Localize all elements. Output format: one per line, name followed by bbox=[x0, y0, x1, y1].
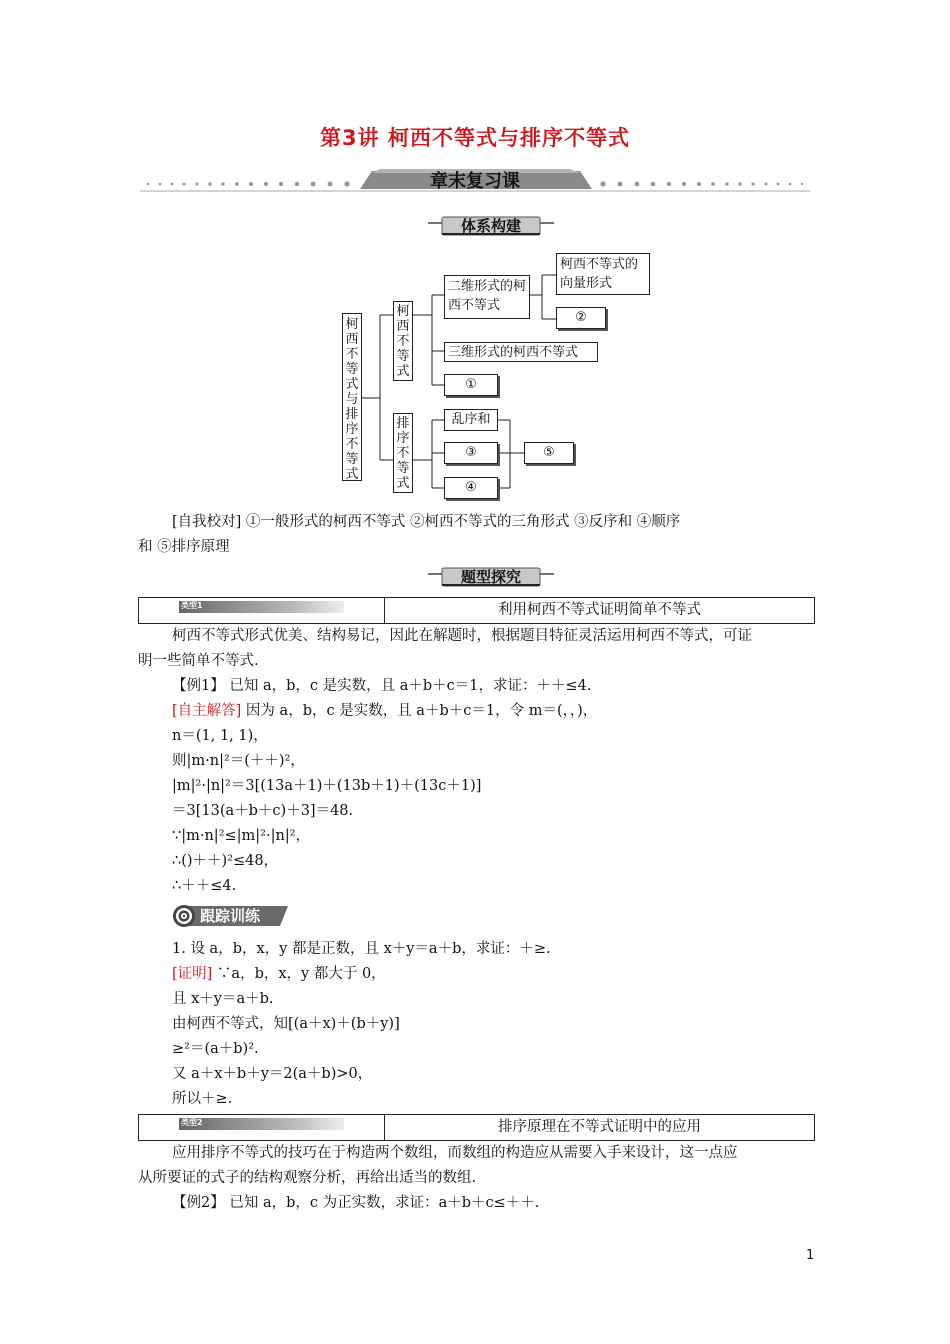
type1-tag bbox=[179, 601, 344, 613]
type1-para-1: 柯西不等式形式优美、结构易记，因此在解题时，根据题目特征灵活运用柯西不等式，可证 bbox=[172, 628, 752, 644]
exercise1-step: ≥²＝(a＋b)². bbox=[172, 1041, 259, 1057]
self-check-line-1: [自我校对] ①一般形式的柯西不等式 ②柯西不等式的三角形式 ③反序和 ④顺序 bbox=[172, 514, 681, 530]
exercise1-step: 且 x＋y＝a＋b. bbox=[172, 991, 274, 1007]
example1-step: ＝3[13(a＋b＋c)＋3]＝48. bbox=[172, 803, 354, 819]
example1-step: 则|m·n|²＝(＋＋)²， bbox=[172, 753, 305, 769]
diagram-blank-5: ⑤ bbox=[524, 442, 574, 464]
self-check-line-2: 和 ⑤排序原理 bbox=[138, 539, 230, 555]
type2-para-2: 从所要证的式子的结构观察分析，再给出适当的数组. bbox=[138, 1170, 477, 1186]
exercise1-proof-intro: [证明] ∵a，b，x，y 都大于 0， bbox=[172, 966, 386, 982]
example1-question: 【例1】 已知 a，b，c 是实数，且 a＋b＋c＝1，求证：＋＋≤4. bbox=[172, 678, 592, 694]
example1-answer-intro: [自主解答] 因为 a，b，c 是实数，且 a＋b＋c＝1，令 m＝(，，)， bbox=[172, 703, 598, 719]
knowledge-structure-diagram bbox=[330, 245, 690, 505]
diagram-node-random-sum: 乱序和 bbox=[444, 409, 498, 431]
type2-tag bbox=[179, 1118, 344, 1130]
example2-question: 【例2】 已知 a，b，c 为正实数，求证：a＋b＋c≤＋＋. bbox=[172, 1195, 540, 1211]
page-number: 1 bbox=[806, 1248, 815, 1263]
diagram-node-vector-form: 柯西不等式的向量形式 bbox=[556, 253, 650, 295]
section-heading-structure: 体系构建 bbox=[428, 215, 554, 237]
page-title: 第3讲 柯西不等式与排序不等式 bbox=[320, 126, 630, 150]
exercise1-step: 所以＋≥. bbox=[172, 1091, 233, 1107]
section-heading-types: 题型探究 bbox=[428, 566, 554, 588]
tracking-practice-badge: 跟踪训练 bbox=[172, 904, 288, 928]
diagram-blank-4: ④ bbox=[444, 477, 498, 499]
diagram-node-3d-cauchy: 三维形式的柯西不等式 bbox=[444, 342, 598, 362]
diagram-blank-3: ③ bbox=[444, 442, 498, 464]
exercise1-step: 又 a＋x＋b＋y＝2(a＋b)>0， bbox=[172, 1066, 373, 1082]
diagram-blank-2: ② bbox=[556, 307, 606, 329]
diagram-node-rearrangement: 排序不等式 bbox=[393, 413, 413, 493]
example1-step: n＝(1, 1, 1)， bbox=[172, 728, 268, 744]
example1-step: ∴＋＋≤4. bbox=[172, 878, 237, 894]
diagram-node-2d-cauchy: 二维形式的柯西不等式 bbox=[444, 275, 530, 319]
type1-header: 类型1 利用柯西不等式证明简单不等式 bbox=[138, 597, 815, 624]
type1-para-2: 明一些简单不等式. bbox=[138, 653, 259, 669]
diagram-root-node: 柯西不等式与排序不等式 bbox=[342, 313, 362, 481]
diagram-node-cauchy: 柯西不等式 bbox=[393, 301, 413, 381]
chapter-review-banner bbox=[140, 165, 810, 195]
type2-header: 类型2 排序原理在不等式证明中的应用 bbox=[138, 1114, 815, 1141]
type2-para-1: 应用排序不等式的技巧在于构造两个数组，而数组的构造应从需要入手来设计，这一点应 bbox=[172, 1145, 738, 1161]
type1-heading: 利用柯西不等式证明简单不等式 bbox=[498, 602, 701, 618]
type2-heading: 排序原理在不等式证明中的应用 bbox=[498, 1119, 701, 1135]
example1-step: ∵|m·n|²≤|m|²·|n|²， bbox=[172, 828, 311, 844]
example1-step: ∴()＋＋)²≤48， bbox=[172, 853, 279, 869]
diagram-blank-1: ① bbox=[444, 374, 498, 396]
example1-step: |m|²·|n|²＝3[(13a＋1)＋(13b＋1)＋(13c＋1)] bbox=[172, 778, 482, 794]
exercise1-question: 1. 设 a，b，x，y 都是正数，且 x＋y＝a＋b，求证：＋≥. bbox=[172, 941, 551, 957]
exercise1-step: 由柯西不等式，知[(a＋x)＋(b＋y)] bbox=[172, 1016, 400, 1032]
banner-title: 章末复习课 bbox=[430, 171, 520, 192]
